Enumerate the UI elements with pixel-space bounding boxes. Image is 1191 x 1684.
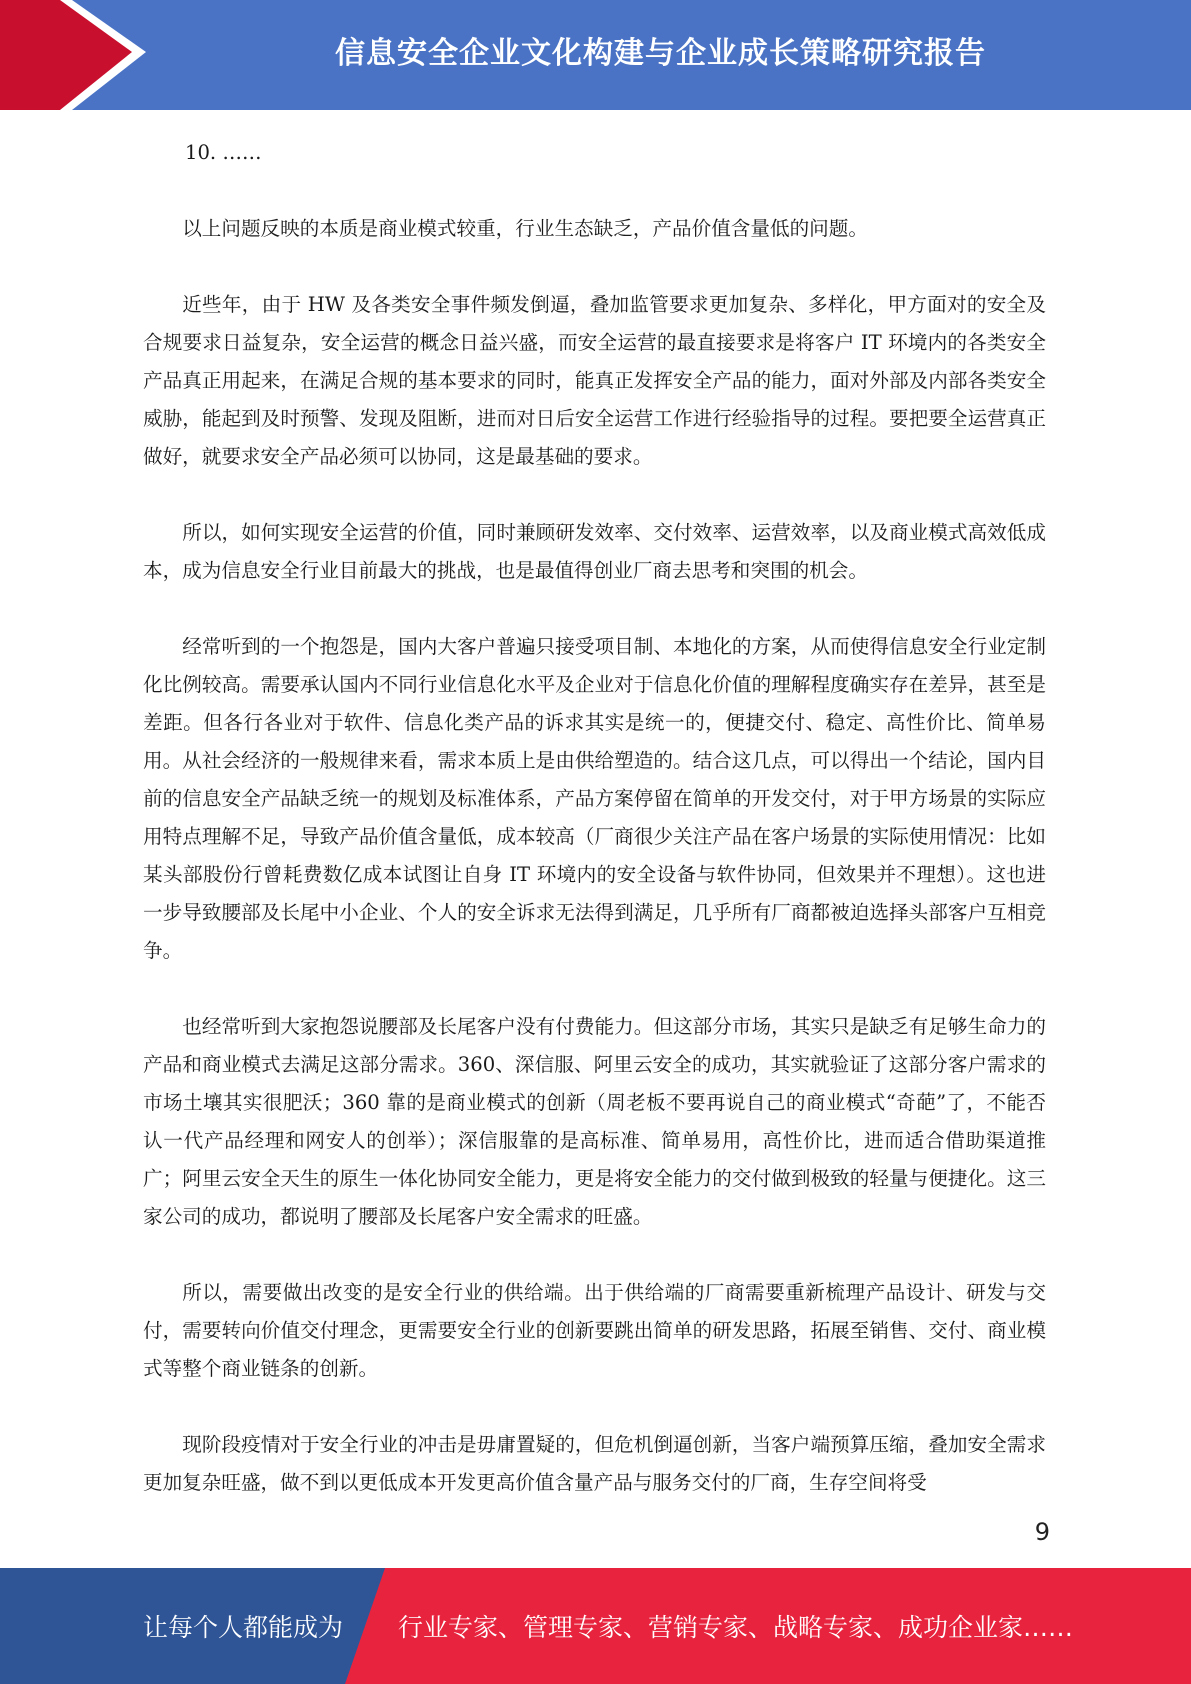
- header-chevron-graphic: [0, 0, 160, 110]
- footer-slogan-left: 让每个人都能成为: [143, 1613, 344, 1642]
- report-title: 信息安全企业文化构建与企业成长策略研究报告: [335, 36, 986, 71]
- paragraph: 近些年，由于 HW 及各类安全事件频发倒逼，叠加监管要求更加复杂、多样化，甲方面对的安全及合规要求日益复杂，安全运营的概念日益兴盛，而安全运营的最直接要求是将客户 IT 环境内的各类安全产品真正用起来，在满足合规的基本要求的同时，能真正发挥安全产品的能力，面对外部及内部各类安全威胁，能起到及时预警、发现及阻断，进而对日后安全运营工作进行经验指导的过程。要把要全运营真正做好，就要求安全产品必须可以协同，这是最基础的要求。: [143, 293, 1046, 468]
- paragraph: 现阶段疫情对于安全行业的冲击是毋庸置疑的，但危机倒逼创新，当客户端预算压缩，叠加安全需求更加复杂旺盛，做不到以更低成本开发更高价值含量产品与服务交付的厂商，生存空间将受: [143, 1433, 1046, 1494]
- paragraph: 也经常听到大家抱怨说腰部及长尾客户没有付费能力。但这部分市场，其实只是缺乏有足够生命力的产品和商业模式去满足这部分需求。360、深信服、阿里云安全的成功，其实就验证了这部分客户需求的市场土壤其实很肥沃；360 靠的是商业模式的创新（周老板不要再说自己的商业模式“奇葩”了，不能否认一代产品经理和网安人的创举）；深信服靠的是高标准、简单易用，高性价比，进而适合借助渠道推广；阿里云安全天生的原生一体化协同安全能力，更是将安全能力的交付做到极致的轻量与便捷化。这三家公司的成功，都说明了腰部及长尾客户安全需求的旺盛。: [143, 1015, 1046, 1228]
- page-header: [0, 0, 1191, 110]
- paragraph: 所以，需要做出改变的是安全行业的供给端。出于供给端的厂商需要重新梳理产品设计、研发与交付，需要转向价值交付理念，更需要安全行业的创新要跳出简单的研发思路，拓展至销售、交付、商业模式等整个商业链条的创新。: [143, 1281, 1046, 1380]
- paragraph: 经常听到的一个抱怨是，国内大客户普遍只接受项目制、本地化的方案，从而使得信息安全行业定制化比例较高。需要承认国内不同行业信息化水平及企业对于信息化价值的理解程度确实存在差异，甚至是差距。但各行各业对于软件、信息化类产品的诉求其实是统一的，便捷交付、稳定、高性价比、简单易用。从社会经济的一般规律来看，需求本质上是由供给塑造的。结合这几点，可以得出一个结论，国内目前的信息安全产品缺乏统一的规划及标准体系，产品方案停留在简单的开发交付，对于甲方场景的实际应用特点理解不足，导致产品价值含量低，成本较高（厂商很少关注产品在客户场景的实际使用情况：比如某头部股份行曾耗费数亿成本试图让自身 IT 环境内的安全设备与软件协同，但效果并不理想）。这也进一步导致腰部及长尾中小企业、个人的安全诉求无法得到满足，几乎所有厂商都被迫选择头部客户互相竞争。: [143, 635, 1046, 962]
- paragraph: 10. ……: [185, 141, 262, 164]
- footer-slogan-right: 行业专家、管理专家、营销专家、战略专家、成功企业家……: [398, 1613, 1074, 1642]
- paragraph: 所以，如何实现安全运营的价值，同时兼顾研发效率、交付效率、运营效率，以及商业模式高效低成本，成为信息安全行业目前最大的挑战，也是最值得创业厂商去思考和突围的机会。: [143, 521, 1046, 582]
- document-body: [143, 134, 1046, 1540]
- page-number: 9: [1034, 1518, 1050, 1546]
- page-footer: [0, 1568, 1191, 1684]
- paragraph: 以上问题反映的本质是商业模式较重，行业生态缺乏，产品价值含量低的问题。: [182, 217, 868, 240]
